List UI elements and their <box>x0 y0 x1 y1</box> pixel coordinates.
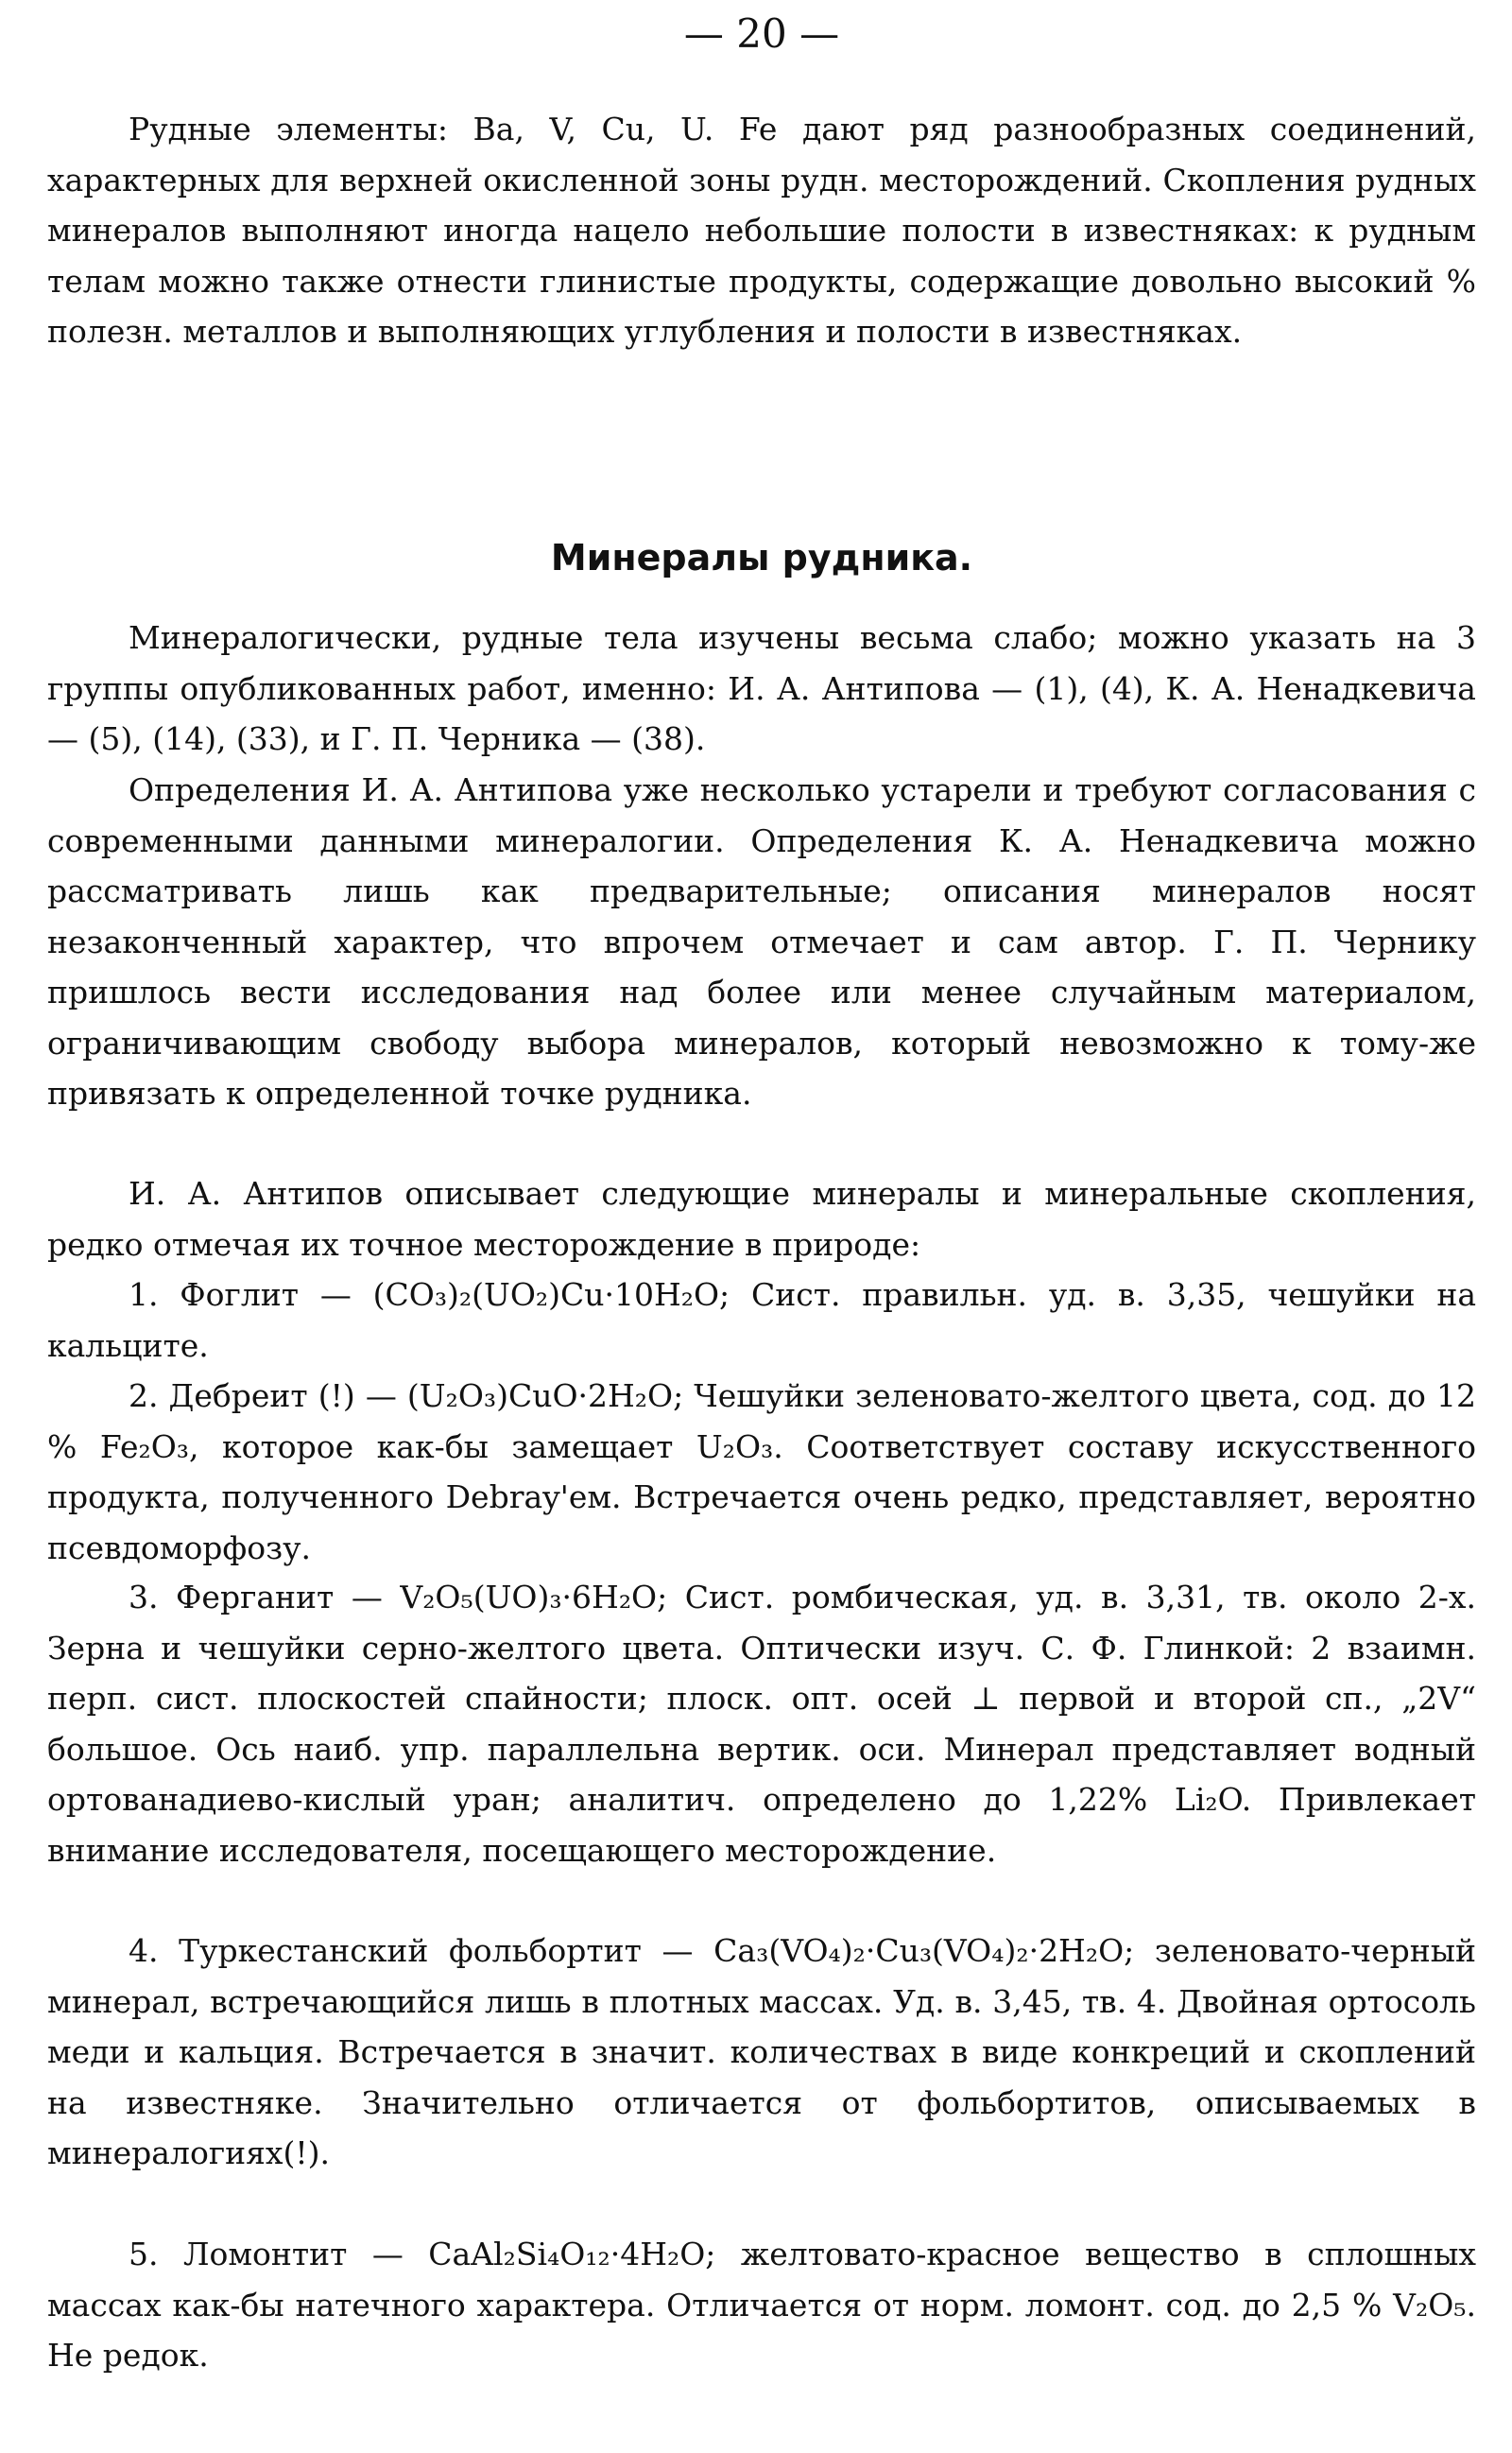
mineral-item-debreite: 2. Дебреит (!) — (U₂O₃)CuO·2H₂O; Чешуйки зеленовато-желтого цвета, сод. до 12 % Fe₂O₃, которое как-бы замещает U₂O₃. Соответствует составу искусственного продукта, полученного Debray'ем. Встречается очень редко, представляет, вероятно псевдоморфозу. <box>47 1377 1476 1566</box>
page-number: — 20 — <box>683 10 840 57</box>
section-heading: Минералы рудника. <box>550 537 973 579</box>
mineral-item-ferganite: 3. Ферганит — V₂O₅(UO)₃·6H₂O; Сист. ромбическая, уд. в. 3,31, тв. около 2-х. Зерна и чешуйки серно-желтого цвета. Оптически изуч. С. Ф. Глинкой: 2 взаимн. перп. сист. плоскостей спайности; плоск. опт. осей ⊥ первой и второй сп., „2V“ большое. Ось наиб. упр. параллельна вертик. оси. Минерал представляет водный ортованадиево-кислый уран; аналитич. определено до 1,22% Li₂O. Привлекает внимание исследователя, посещающего месторождение. <box>47 1579 1476 1869</box>
document-page <box>47 0 1476 2453</box>
mineral-item-laumontite: 5. Ломонтит — CaAl₂Si₄O₁₂·4H₂O; желтовато-красное вещество в сплошных массах как-бы натечного характера. Отличается от норм. ломонт. сод. до 2,5 % V₂O₅. Не редок. <box>47 2236 1476 2374</box>
intro-paragraph: Рудные элементы: Ba, V, Cu, U. Fe дают ряд разнообразных соединений, характерных для верхней окисленной зоны рудн. месторождений. Скопления рудных минералов выполняют иногда нацело небольшие полости в известняках: к рудным телам можно также отнести глинистые продукты, содержащие довольно высокий % полезн. металлов и выполняющих углубления и полости в известняках. <box>47 111 1476 350</box>
paragraph-sources: Минералогически, рудные тела изучены весьма слабо; можно указать на 3 группы опубликованных работ, именно: И. А. Антипова — (1), (4), К. А. Ненадкевича — (5), (14), (33), и Г. П. Черника — (38). <box>47 619 1476 757</box>
mineral-item-volborthite: 4. Туркестанский фольбортит — Ca₃(VO₄)₂·Cu₃(VO₄)₂·2H₂O; зеленовато-черный минерал, встречающийся лишь в плотных массах. Уд. в. 3,45, тв. 4. Двойная ортосоль меди и кальция. Встречается в значит. количествах в виде конкреций и скоплений на известняке. Значительно отличается от фольбортитов, описываемых в минералогиях(!). <box>47 1932 1476 2171</box>
paragraph-antipov: И. А. Антипов описывает следующие минералы и минеральные скопления, редко отмечая их точное месторождение в природе: <box>47 1175 1476 1263</box>
paragraph-assessment: Определения И. А. Антипова уже несколько устарели и требуют согласования с современными данными минералогии. Определения К. А. Ненадкевича можно рассматривать лишь как предварительные; описания минералов носят незаконченный характер, что впрочем отмечает и сам автор. Г. П. Чернику пришлось вести исследования над более или менее случайным материалом, ограничивающим свободу выбора минералов, который невозможно к тому-же привязать к определенной точке рудника. <box>47 771 1476 1112</box>
mineral-item-foglite: 1. Фоглит — (CO₃)₂(UO₂)Cu·10H₂O; Сист. правильн. уд. в. 3,35, чешуйки на кальците. <box>47 1276 1476 1364</box>
